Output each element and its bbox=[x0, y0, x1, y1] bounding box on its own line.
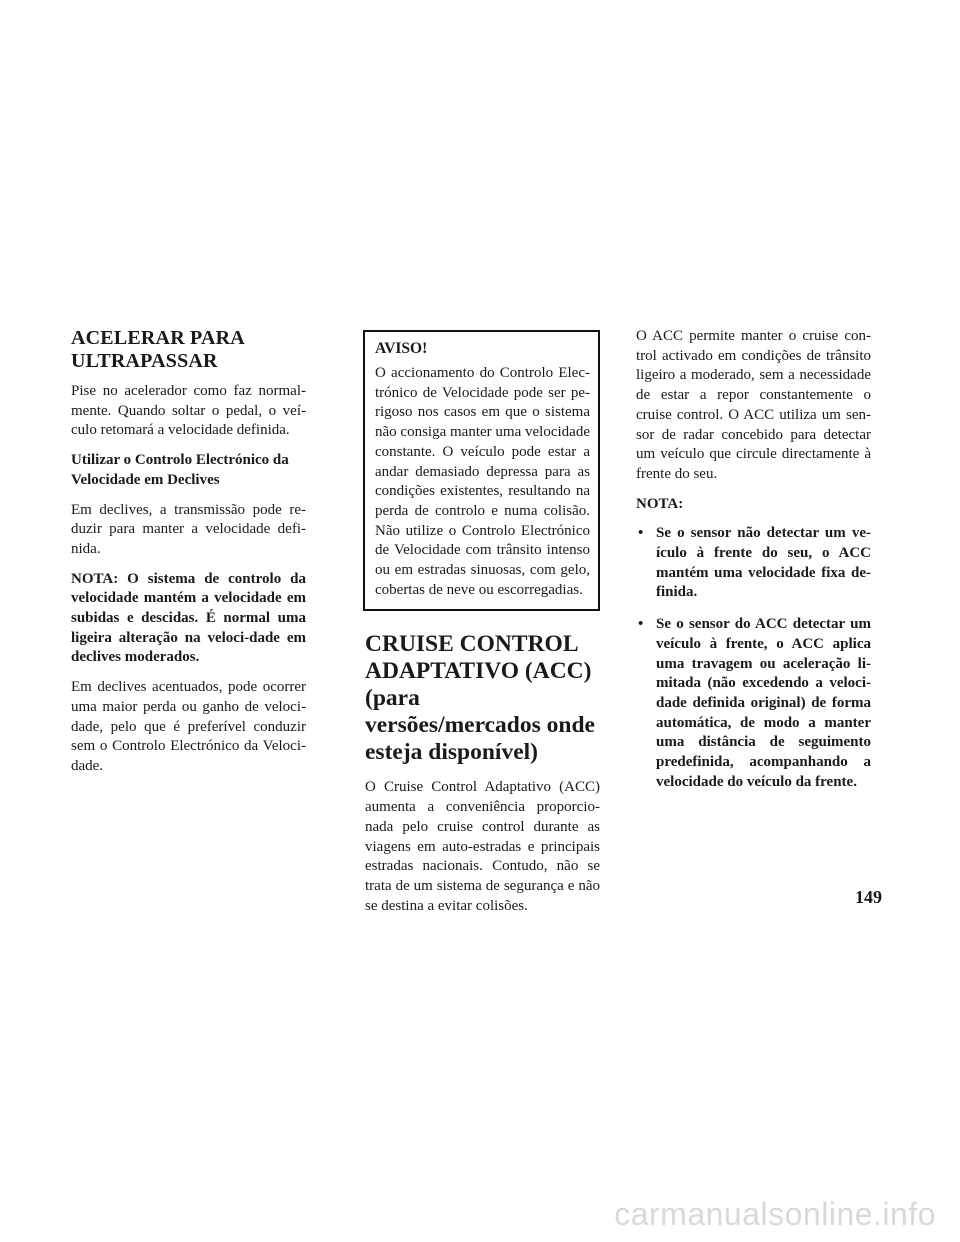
left-column bbox=[71, 327, 306, 787]
warning-box bbox=[363, 330, 600, 611]
subheading-downhill: Utilizar o Controlo Electrónico da Velocidade em Declives bbox=[71, 452, 289, 488]
paragraph-downhill: Em declives, a transmissão pode re-duzir para manter a velocidade defi-nida. bbox=[71, 501, 306, 557]
paragraph-acc-intro: O Cruise Control Adaptativo (ACC) aumenta a conveniência proporcio-nada pelo cruise control durante as viagens em auto-estradas e principais estradas nacionais. Contudo, não se trata de um sistema de segurança e não se destina a evitar colisões. bbox=[365, 779, 600, 914]
page-number: 149 bbox=[855, 887, 882, 907]
note-label: NOTA: bbox=[636, 495, 684, 512]
note-speed-control: NOTA: O sistema de controlo da velocidade mantém a velocidade em subidas e descidas. É normal uma ligeira alteração na veloci-dade em declives moderados. bbox=[71, 570, 306, 666]
section-heading-accelerate: ACELERAR PARA ULTRAPASSAR bbox=[71, 327, 244, 372]
right-column bbox=[636, 327, 871, 804]
watermark[interactable]: carmanualsonline.info bbox=[614, 1196, 936, 1232]
warning-title: AVISO! bbox=[375, 340, 428, 357]
paragraph-acc-usage: O ACC permite manter o cruise con-trol activado em condições de trânsito ligeiro a moderado, sem a necessidade de estar a repor constantemente o cruise control. O ACC utiliza um sen-sor de radar concebido para detectar um veículo que circule directamente à frente do seu. bbox=[636, 328, 871, 482]
bullet-icon: • bbox=[638, 616, 644, 633]
list-item bbox=[636, 524, 871, 603]
middle-column bbox=[365, 330, 600, 926]
warning-text: O accionamento do Controlo Elec-trónico de Velocidade pode ser pe-rigoso nos casos em que o sistema não consiga manter uma velocidade constante. O veículo pode estar a andar demasiado depressa para as condições existentes, resultando na perda de controlo e numa colisão. Não utilize o Controlo Electrónico de Velocidade com trânsito intenso ou em estradas sinuosas, com gelo, cobertas de neve ou escorregadias. bbox=[375, 365, 590, 598]
paragraph-accelerate: Pise no acelerador como faz normal-mente. Quando soltar o pedal, o veí-culo retomará a velocidade definida. bbox=[71, 383, 306, 439]
section-heading-acc: CRUISE CONTROL ADAPTATIVO (ACC) (para versões/mercados onde esteja disponível) bbox=[365, 631, 595, 766]
list-item bbox=[636, 615, 871, 792]
note-bullet-list bbox=[636, 524, 871, 792]
bullet-icon: • bbox=[638, 525, 644, 542]
list-item-text: Se o sensor do ACC detectar um veículo à frente, o ACC aplica uma travagem ou aceleração li-mitada (não excedendo a veloci-dade definida original) de forma automática, de modo a manter uma distância de seguimento predefinida, acompanhando a velocidade do veículo da frente. bbox=[656, 616, 871, 790]
paragraph-steep-slopes: Em declives acentuados, pode ocorrer uma maior perda ou ganho de veloci-dade, pelo que é preferível conduzir sem o Controlo Electrónico da Veloci-dade. bbox=[71, 679, 306, 774]
list-item-text: Se o sensor não detectar um ve-ículo à frente do seu, o ACC mantém uma velocidade fixa de-finida. bbox=[656, 525, 871, 601]
